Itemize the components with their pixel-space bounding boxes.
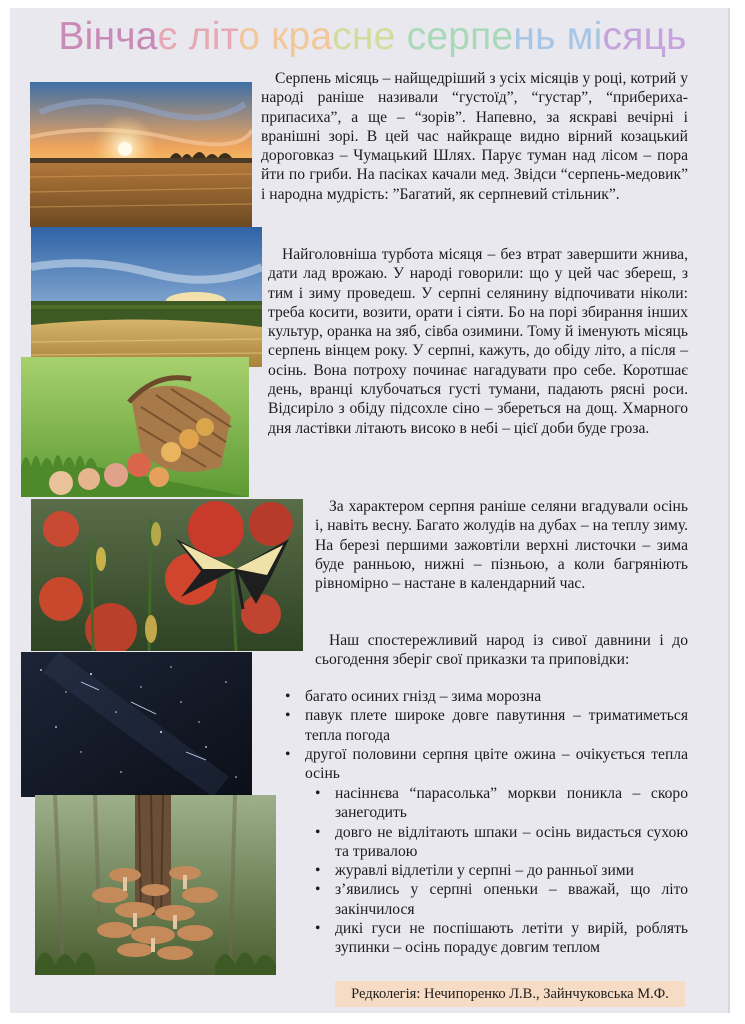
list-item: • багато осиних гнізд – зима морозна <box>305 687 688 706</box>
list-item: • журавлі відлетіли у серпні – до ранньої зими <box>335 861 688 880</box>
sayings-intro-paragraph: Наш спостережливий народ із сивої давнини і до сьогодення зберіг свої приказки та приповідки: <box>315 632 688 669</box>
list-item: • насіннєва “парасолька” моркви поникла – скоро занегодить <box>335 784 688 823</box>
editorial-credit: Редколегія: Нечипоренко Л.В., Зайнчуковська М.Ф. <box>335 981 685 1007</box>
sunrise-sunflower-field-photo <box>31 227 262 367</box>
harvest-paragraph: Найголовніша турбота місяця – без втрат завершити жнива, дати лад врожаю. У народі говорили: що у цей час збереш, з тим і зиму проведеш. У серпні селянину відпочивати ніколи: треба косити, возити, орати і сіяти. Бо на порі збирання інших культур, оранка на зяб, сівба озимини. Тому й іменують місяць серпень вінцем року. У серпні, кажуть, до обіду літо, а після – осінь. Вона потроху починає нагадувати про себе. Коротшає день, вранці клубочаться густі тумани, падають рясні роси. Відсиріло з обіду підсохле сіно – збереться на дощ. Хмарного дня ластівки літають високо в небі – цієї доби буде гроза. <box>268 246 688 437</box>
list-item: • з’явились у серпні опеньки – вважай, що літо закінчилося <box>335 880 688 919</box>
list-item: • дикі гуси не поспішають летіти у вирій, роблять зупинки – осінь порадує довгим теплом <box>335 919 688 958</box>
list-item: • довго не відлітають шпаки – осінь видасться сухою та тривалою <box>335 823 688 862</box>
sunset-wheat-field-photo <box>30 82 252 227</box>
sayings-sublist <box>335 784 688 958</box>
list-item: • павук плете широке довге павутиння – триматиметься тепла погода <box>305 706 688 745</box>
list-item: • другої половини серпня цвіте ожина – очікується тепла осінь <box>305 745 688 784</box>
apple-basket-photo <box>21 357 249 497</box>
intro-paragraph: Серпень місяць – найщедріший з усіх місяців у році, котрий у народі раніше називали “густоїд”, “густар”, “прибериха-припасиха”, а ще – “зорів”. Напевно, за яскраві вечірні і вранішні зорі. В цей час найкраще видно вірний козацький дороговказ – Чумацький Шлях. Парує туман над лісом – пора йти по гриби. На пасіках качали мед. Звідси “серпень-медовик” і народна мудрість: ”Багатий, як серпневий стільник”. <box>261 70 688 203</box>
marigolds-butterfly-photo <box>31 499 303 651</box>
sayings-list <box>305 687 688 783</box>
honey-mushrooms-photo <box>35 795 276 975</box>
page-title: Вінчає літо красне серпень місяць <box>58 15 687 58</box>
forecast-paragraph: За характером серпня раніше селяни вгадували осінь і, навіть весну. Багато жолудів на дубах – на теплу зиму. На березі першими зажовтіли верхні листочки – зима буде ранньою, нижні – пізньою, а коли багряніють рівномірно – настане в календарний час. <box>315 498 688 593</box>
night-sky-stars-photo <box>21 652 252 797</box>
